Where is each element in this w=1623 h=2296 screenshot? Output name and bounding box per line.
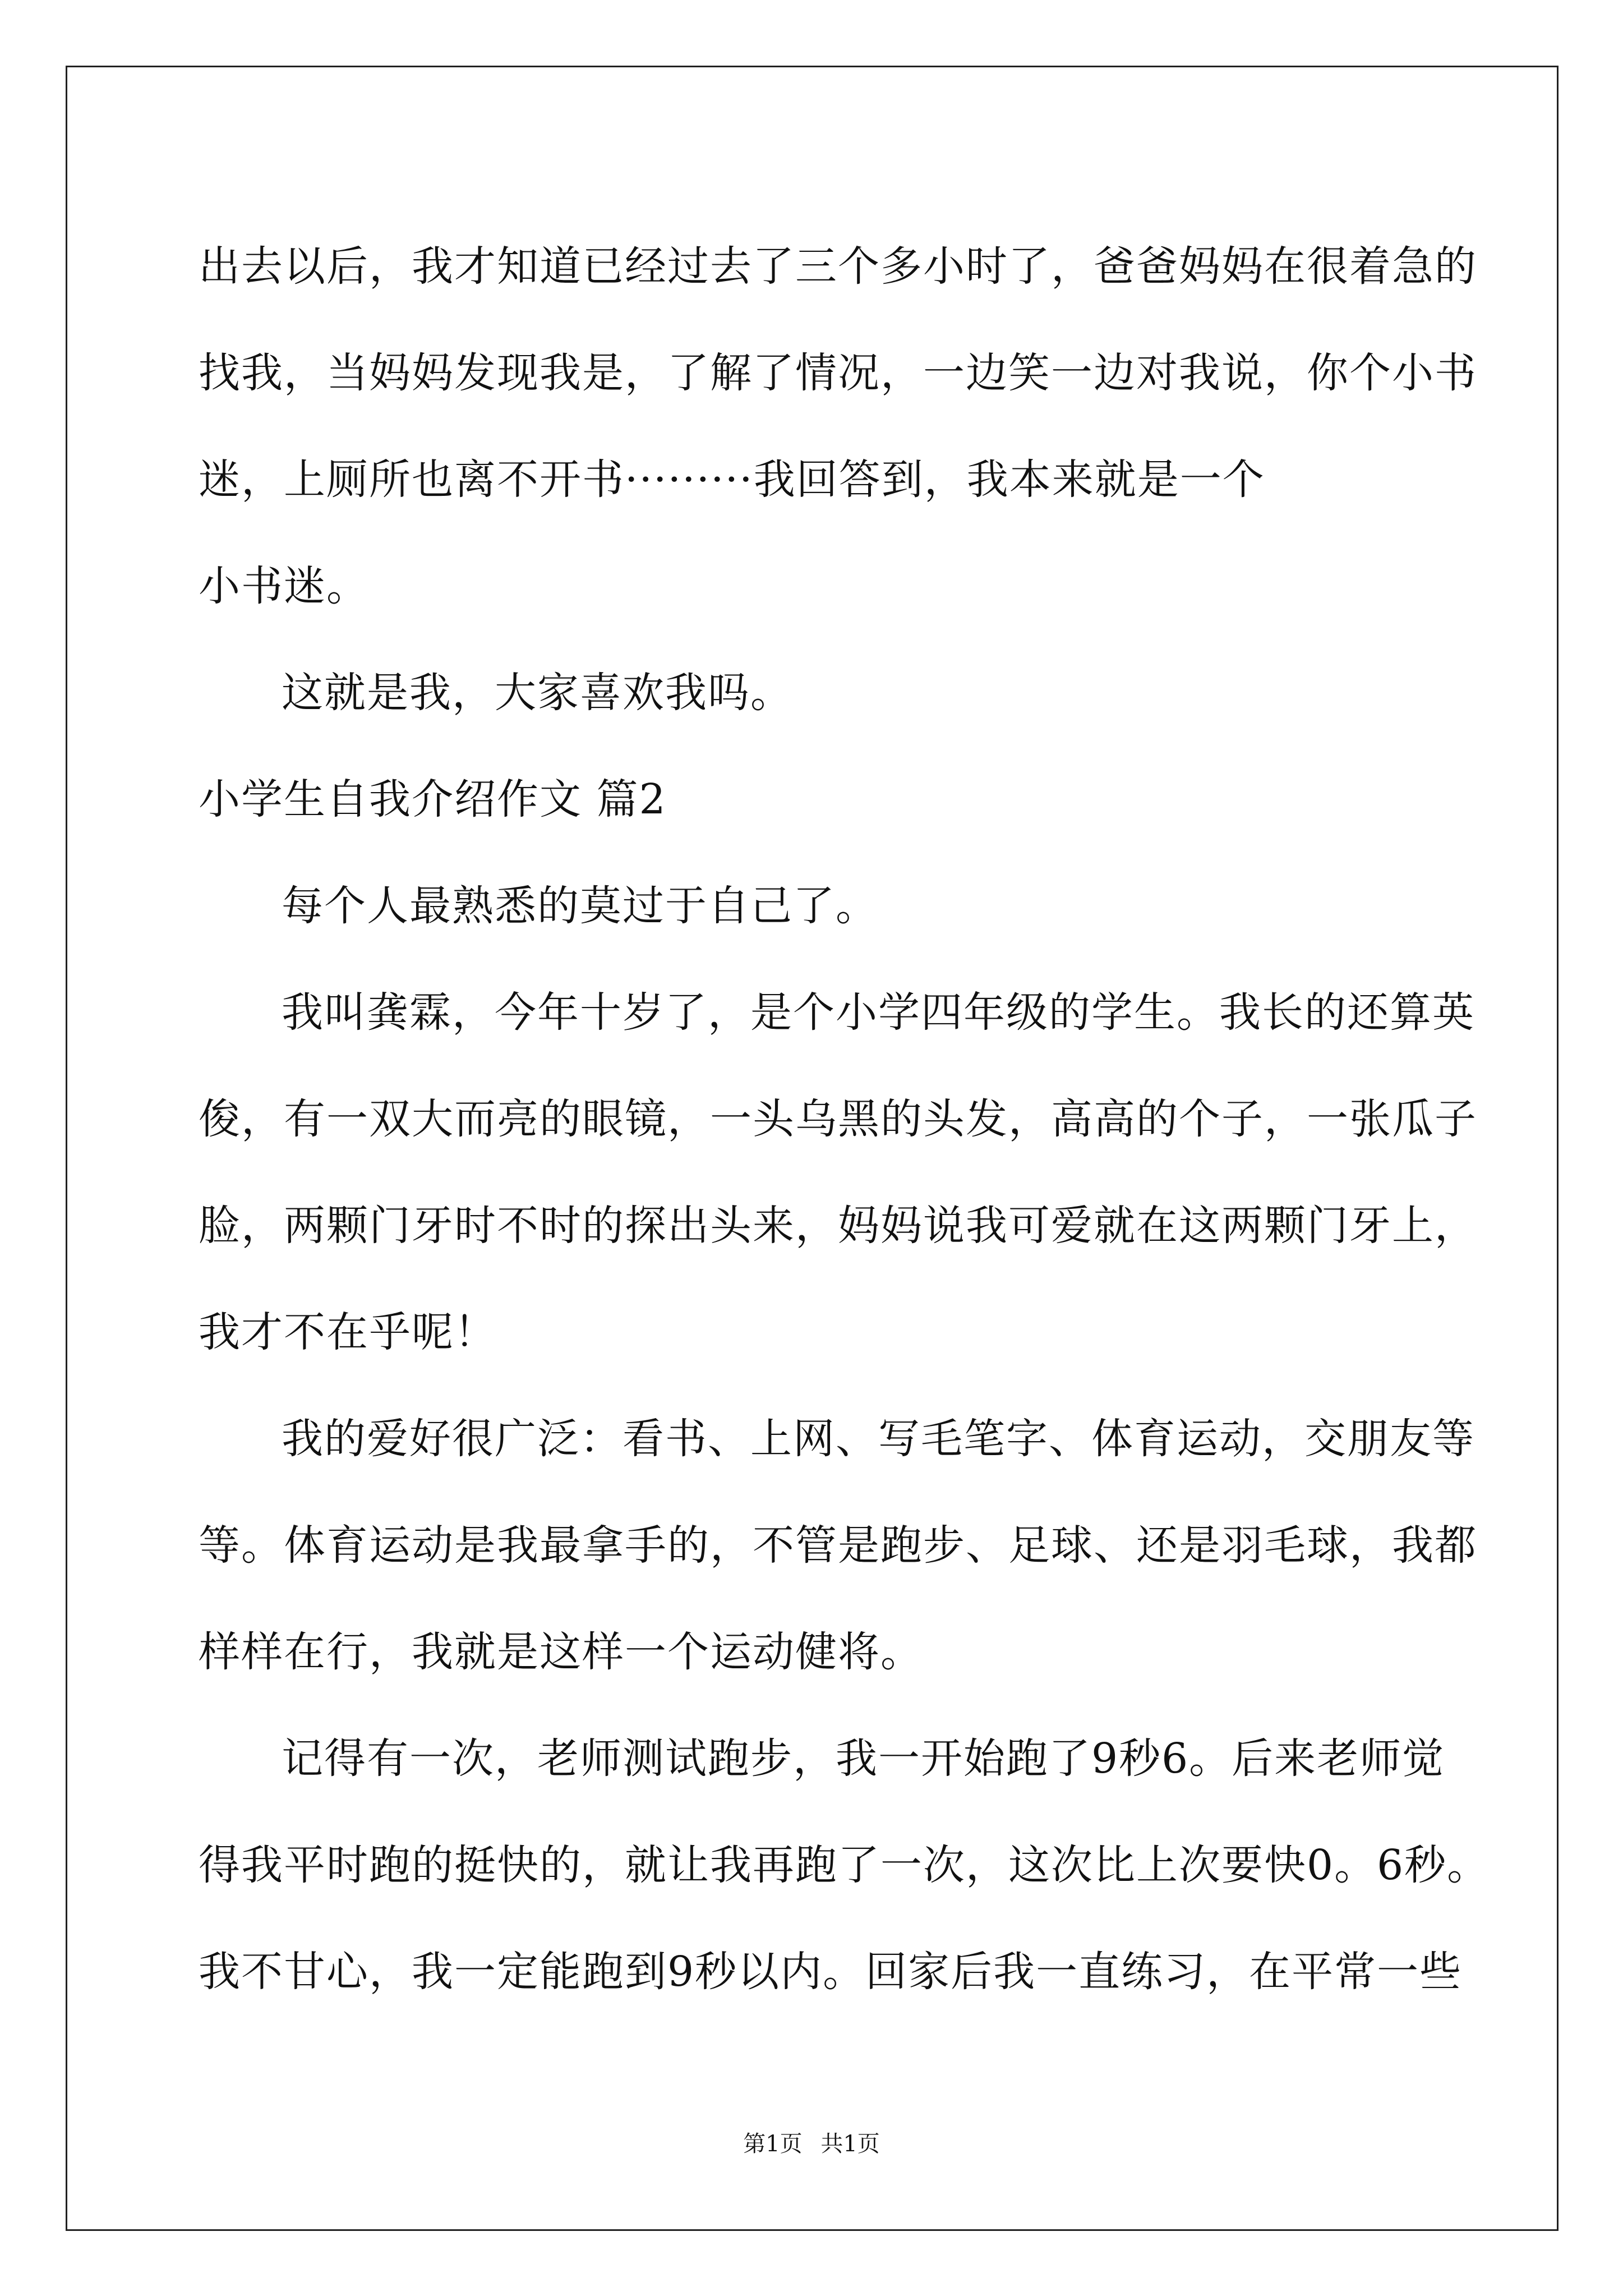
text-line: 这就是我，大家喜欢我吗。 <box>282 669 793 717</box>
text-line: 我叫龚霖，今年十岁了，是个小学四年级的学生。我长的还算英 <box>282 988 1475 1037</box>
text-line: 脸，两颗门牙时不时的探出头来，妈妈说我可爱就在这两颗门牙上， <box>199 1202 1477 1250</box>
document-body <box>199 213 1490 2025</box>
text-line: 我才不在乎呢！ <box>199 1308 497 1356</box>
text-line: 出去以后，我才知道已经过去了三个多小时了，爸爸妈妈在很着急的 <box>199 242 1477 291</box>
section-heading: 小学生自我介绍作文 篇2 <box>199 775 667 823</box>
page-footer: 第1页 共1页 <box>743 2131 880 2157</box>
text-line: 小书迷。 <box>199 562 369 610</box>
text-line: 等。体育运动是我最拿手的，不管是跑步、足球、还是羽毛球，我都 <box>199 1521 1477 1570</box>
text-line: 找我，当妈妈发现我是，了解了情况，一边笑一边对我说，你个小书 <box>199 349 1477 397</box>
text-line: 记得有一次，老师测试跑步，我一开始跑了9秒6。后来老师觉 <box>282 1734 1445 1783</box>
text-line: 样样在行，我就是这样一个运动健将。 <box>199 1628 923 1676</box>
text-line: 我的爱好很广泛：看书、上网、写毛笔字、体育运动，交朋友等 <box>282 1415 1475 1463</box>
text-line: 迷，上厕所也离不开书·········我回答到，我本来就是一个 <box>199 455 1265 504</box>
text-line: 我不甘心，我一定能跑到9秒以内。回家后我一直练习，在平常一些 <box>199 1948 1463 1996</box>
text-line: 每个人最熟悉的莫过于自己了。 <box>282 882 878 930</box>
text-line: 俊，有一双大而亮的眼镜，一头乌黑的头发，高高的个子，一张瓜子 <box>199 1095 1477 1143</box>
text-line: 得我平时跑的挺快的，就让我再跑了一次，这次比上次要快0。6秒。 <box>199 1841 1490 1889</box>
